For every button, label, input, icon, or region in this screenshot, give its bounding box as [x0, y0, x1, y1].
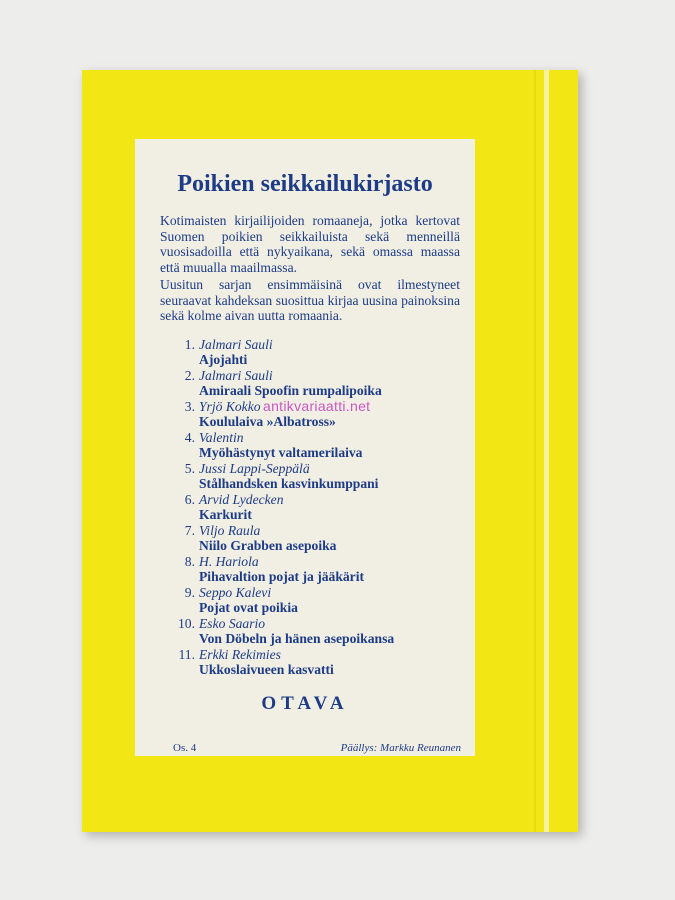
- publisher-name: OTAVA: [261, 693, 349, 714]
- book-title: Amiraali Spoofin rumpalipoika: [199, 383, 382, 398]
- book-entry: [163, 554, 463, 585]
- book-number: 2.: [184, 368, 195, 383]
- book-entry: [163, 585, 463, 616]
- book-author: Viljo Raula: [199, 523, 261, 538]
- book-entry: [163, 492, 463, 523]
- book-number: 10.: [178, 616, 195, 631]
- book-author: Seppo Kalevi: [199, 585, 272, 600]
- book-author: Arvid Lydecken: [199, 492, 284, 507]
- book-title: Pihavaltion pojat ja jääkärit: [199, 569, 365, 584]
- book-title: Ukkoslaivueen kasvatti: [199, 662, 334, 677]
- book-number: 9.: [184, 585, 195, 600]
- book-title: Niilo Grabben asepoika: [199, 538, 337, 553]
- book-author: Esko Saario: [199, 616, 266, 631]
- book-number: 6.: [184, 492, 195, 507]
- book-title: Karkurit: [199, 507, 252, 522]
- book-author: Jussi Lappi-Seppälä: [199, 461, 310, 476]
- book-entry: [163, 368, 463, 399]
- book-entry: [163, 430, 463, 461]
- cover-credit: Päällys: Markku Reunanen: [340, 742, 461, 754]
- book-entry: [163, 337, 463, 368]
- book-number: 11.: [178, 647, 195, 662]
- text-panel: [135, 139, 475, 756]
- series-title: Poikien seikkailukirjasto: [177, 171, 433, 197]
- book-title: Myöhästynyt valtamerilaiva: [199, 445, 363, 460]
- book-number: 1.: [184, 337, 195, 352]
- book-number: 5.: [184, 461, 195, 476]
- intro-paragraph: Kotimaisten kirjailijoiden romaaneja, jotka kertovat Suomen poikien seikkailuista sekä menneillä vuosisadoilla että nykyaikana, sekä omassa maassa että muualla maailmassa.: [160, 213, 460, 275]
- book-entry: [163, 647, 463, 678]
- spine-highlight: [544, 70, 549, 832]
- series-number: Os. 4: [173, 742, 197, 754]
- book-title: Koululaiva »Albatross»: [199, 414, 336, 429]
- watermark: antikvariaatti.net: [263, 398, 371, 414]
- intro-paragraph-2: Uusitun sarjan ensimmäisinä ovat ilmestyneet seuraavat kahdeksan suosittua kirjaa uusina painoksina sekä kolme aivan uutta romaania.: [160, 277, 460, 323]
- book-author: Erkki Rekimies: [199, 647, 281, 662]
- book-list: [163, 337, 463, 678]
- book-entry: [163, 461, 463, 492]
- book-author: Jalmari Sauli: [199, 337, 273, 352]
- book-number: 8.: [184, 554, 195, 569]
- book-author: Jalmari Sauli: [199, 368, 273, 383]
- book-author: H. Hariola: [199, 554, 259, 569]
- book-number: 3.: [184, 399, 195, 414]
- book-title: Stålhandsken kasvinkumppani: [199, 476, 379, 491]
- book-back-cover: [82, 70, 578, 832]
- book-entry: [163, 616, 463, 647]
- book-title: Von Döbeln ja hänen asepoikansa: [199, 631, 395, 646]
- book-entry: [163, 523, 463, 554]
- book-author: Valentin: [199, 430, 244, 445]
- book-number: 4.: [184, 430, 195, 445]
- book-author: Yrjö Kokko: [199, 399, 261, 414]
- spine-crease: [534, 70, 536, 832]
- book-title: Pojat ovat poikia: [199, 600, 298, 615]
- book-number: 7.: [184, 523, 195, 538]
- book-title: Ajojahti: [199, 352, 248, 367]
